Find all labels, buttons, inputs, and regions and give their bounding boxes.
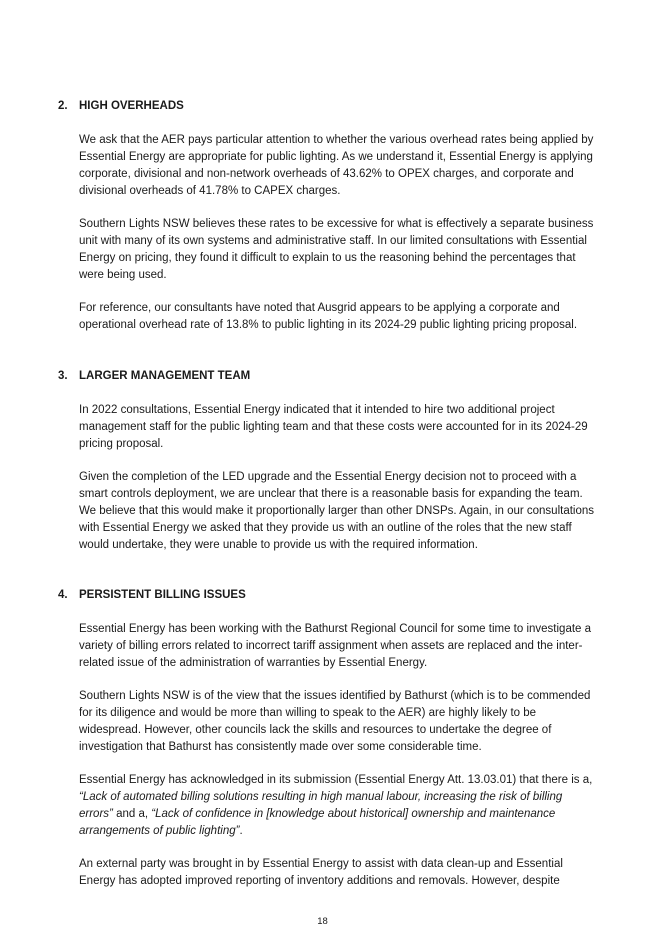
paragraph: An external party was brought in by Essential Energy to assist with data clean-up and Essential Energy has adopted improved reporting of inventory additions and removals. However, despite — [79, 858, 563, 887]
text-segment: Essential Energy has acknowledged in its submission (Essential Energy Att. 13.03.01) that there is a, — [79, 774, 593, 786]
text-segment: . — [239, 825, 243, 837]
paragraph-with-quotes — [79, 772, 594, 840]
paragraph: In 2022 consultations, Essential Energy indicated that it intended to hire two additional project management staff for the public lighting team and that these costs were accounted for in its 2024-29 pricing proposal. — [79, 404, 588, 450]
paragraph: Southern Lights NSW believes these rates to be excessive for what is effectively a separate business unit with many of its own systems and administrative staff. In our limited consultations with Essential Energy on pricing, they found it difficult to explain to us the reasoning behind the percentages that were being used. — [79, 218, 594, 281]
section-heading-high-overheads — [58, 98, 184, 115]
section-title: HIGH OVERHEADS — [79, 100, 184, 112]
paragraph: Southern Lights NSW is of the view that the issues identified by Bathurst (which is to be commended for its diligence and would be more than willing to speak to the AER) are highly likely to be widespread. However, other councils lack the skills and resources to undertake the degree of investigation that Bathurst has consistently made over some considerable time. — [79, 690, 591, 753]
paragraph: Given the completion of the LED upgrade and the Essential Energy decision not to proceed with a smart controls deployment, we are unclear that there is a reasonable basis for expanding the team. We believe that this would make it proportionally larger than other DNSPs. Again, in our consultations with Essential Energy we asked that they provide us with an outline of the roles that the new staff would undertake, they were unable to provide us with the required information. — [79, 471, 595, 551]
section-heading-persistent-billing-issues — [58, 587, 246, 604]
paragraph: For reference, our consultants have noted that Ausgrid appears to be applying a corporate and operational overhead rate of 13.8% to public lighting in its 2024-29 public lighting pricing proposal. — [79, 302, 578, 331]
paragraph: Essential Energy has been working with the Bathurst Regional Council for some time to investigate a variety of billing errors related to incorrect tariff assignment when assets are replaced and the inter-related issue of the administration of warranties by Essential Energy. — [79, 623, 592, 669]
section-number: 4. — [58, 589, 68, 601]
section-number: 3. — [58, 370, 68, 382]
section-title: LARGER MANAGEMENT TEAM — [79, 370, 251, 382]
text-segment: and a, — [112, 808, 152, 820]
section-number: 2. — [58, 100, 68, 112]
page-number: 18 — [317, 916, 328, 927]
section-title: PERSISTENT BILLING ISSUES — [79, 589, 246, 601]
paragraph: We ask that the AER pays particular attention to whether the various overhead rates being applied by Essential Energy are appropriate for public lighting. As we understand it, Essential Energy is applying corporate, divisional and non-network overheads of 43.62% to OPEX charges, and corporate and divisional overheads of 41.78% to CAPEX charges. — [79, 134, 594, 197]
section-heading-larger-management-team — [58, 368, 250, 385]
quote-segment: “Lack of confidence in [knowledge about historical] ownership and maintenance arrangements of public lighting” — [79, 808, 556, 837]
quote-segment: “Lack of automated billing solutions resulting in high manual labour, increasing the risk of billing errors” — [79, 791, 563, 820]
